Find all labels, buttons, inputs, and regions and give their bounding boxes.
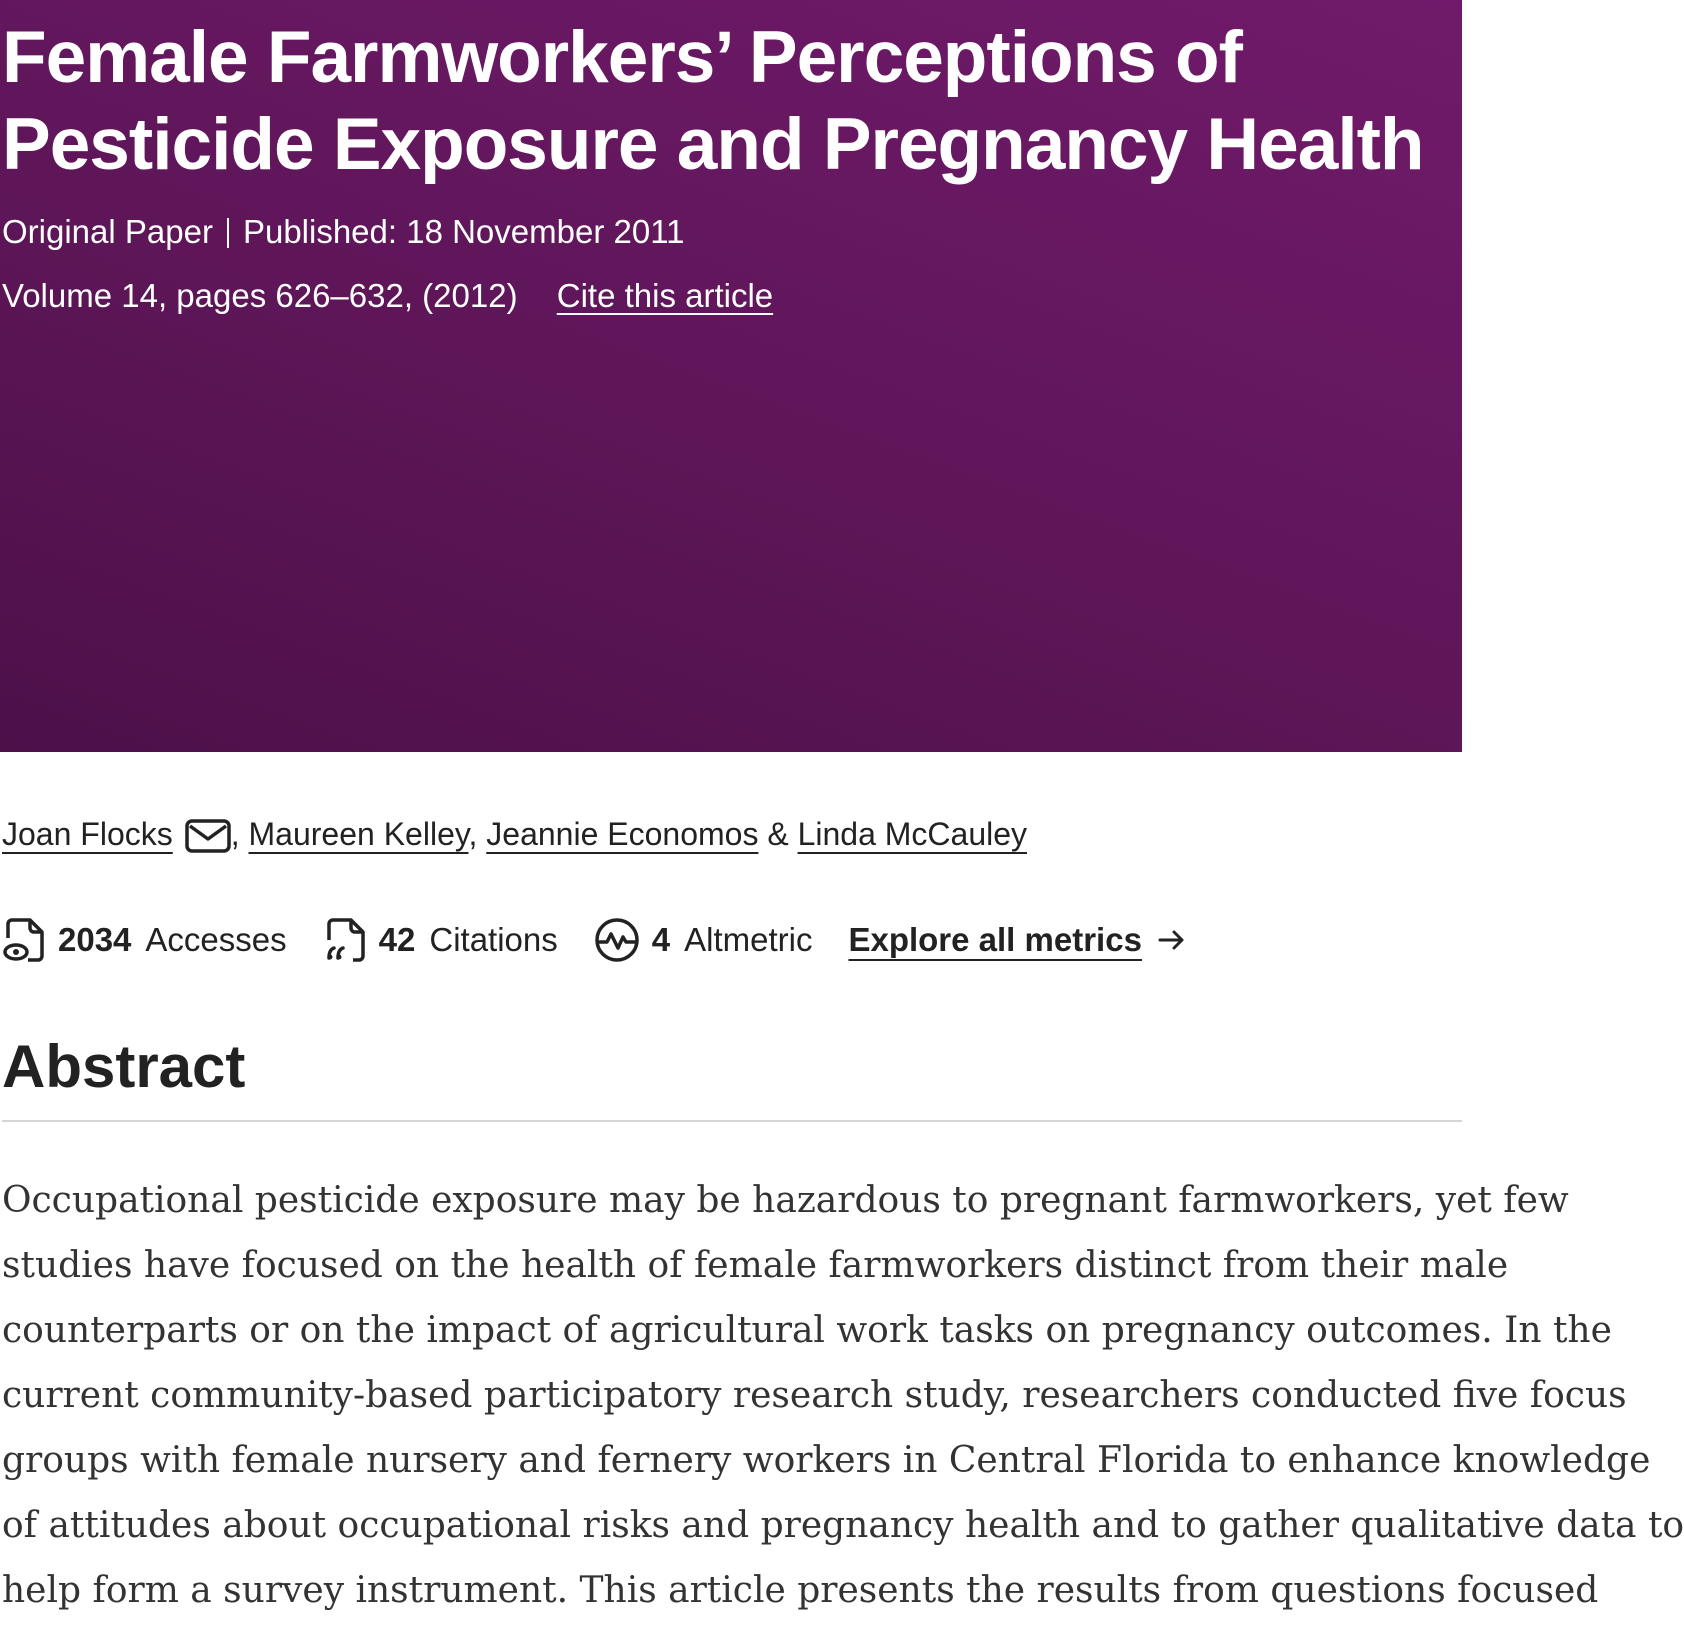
author-separator: , [468, 816, 478, 852]
arrow-right-icon [1158, 928, 1186, 952]
email-icon[interactable] [185, 817, 231, 866]
citations-metric [323, 916, 558, 964]
accesses-count: 2034 [58, 921, 132, 958]
section-divider [2, 1120, 1462, 1122]
article-header [0, 0, 1462, 752]
citations-count: 42 [378, 921, 416, 958]
abstract-line: groups with female nursery and fernery workers in Central Florida to enhance knowledge [2, 1440, 1651, 1481]
abstract-line: of attitudes about occupational risks and pregnancy health and to gather qualitative data to [2, 1505, 1684, 1546]
abstract-line: Occupational pesticide exposure may be hazardous to pregnant farmworkers, yet few [2, 1180, 1569, 1221]
published-date: Published: 18 November 2011 [242, 213, 685, 250]
abstract-line: studies have focused on the health of female farmworkers distinct from their male [2, 1245, 1509, 1286]
altmetric-label: Altmetric [684, 921, 813, 958]
accesses-label: Accesses [145, 921, 287, 958]
citations-icon [323, 916, 367, 964]
author-separator: & [767, 816, 789, 852]
altmetric-icon [594, 917, 640, 963]
accesses-metric [2, 916, 287, 964]
article-citation-info [2, 276, 773, 316]
author-link[interactable]: Joan Flocks [2, 816, 173, 852]
abstract-text [2, 1168, 1684, 1623]
author-link[interactable]: Maureen Kelley [248, 816, 469, 852]
abstract-line: counterparts or on the impact of agricultural work tasks on pregnancy outcomes. In the [2, 1310, 1612, 1351]
explore-all-metrics-label: Explore all metrics [848, 921, 1142, 958]
altmetric-metric [594, 917, 813, 963]
altmetric-count: 4 [651, 921, 671, 958]
author-list [2, 812, 1027, 866]
article-meta [2, 212, 684, 252]
metrics-bar [2, 915, 1186, 965]
author-link[interactable]: Jeannie Economos [486, 816, 759, 852]
explore-all-metrics-link[interactable] [848, 921, 1185, 959]
article-type: Original Paper [2, 213, 213, 250]
citations-label: Citations [429, 921, 558, 958]
author-separator: , [230, 816, 240, 852]
article-title-line-2: Pesticide Exposure and Pregnancy Health [2, 104, 1424, 185]
meta-divider [227, 218, 229, 248]
article-title [2, 14, 1424, 188]
abstract-line: help form a survey instrument. This article presents the results from questions focused [2, 1570, 1599, 1611]
abstract-line: current community-based participatory research study, researchers conducted five focus [2, 1375, 1627, 1416]
accesses-icon [2, 916, 46, 964]
volume-pages: Volume 14, pages 626–632, (2012) [2, 277, 518, 314]
article-title-line-1: Female Farmworkers’ Perceptions of [2, 17, 1242, 98]
abstract-heading: Abstract [2, 1033, 246, 1100]
cite-this-article-link[interactable]: Cite this article [556, 277, 774, 314]
author-link[interactable]: Linda McCauley [797, 816, 1028, 852]
